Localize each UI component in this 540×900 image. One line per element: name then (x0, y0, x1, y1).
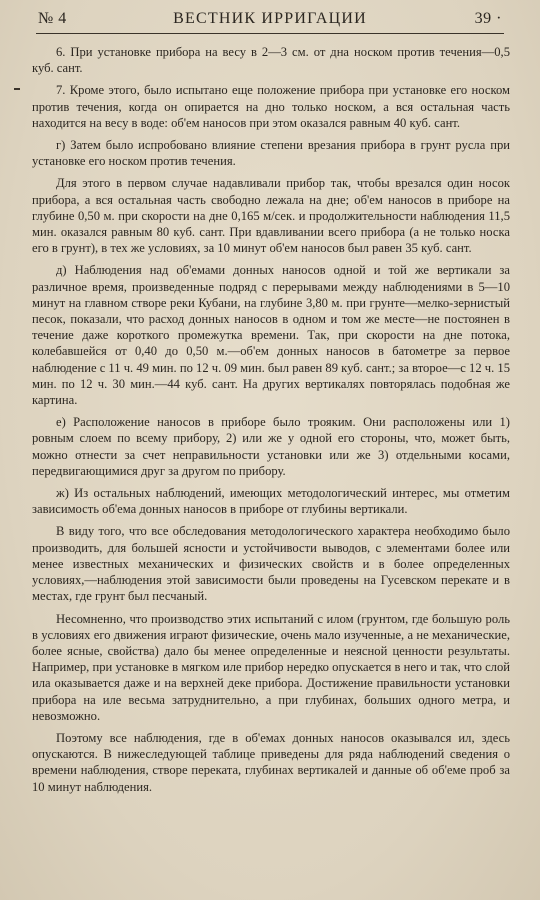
article-body (32, 44, 510, 801)
paragraph-methodology: В виду того, что все обследования методологического характера необходимо было производить, для большей ясности и устойчивости выводов, с элементами более или менее известных механических и физических свойств и в более определенных условиях,—наблюдения этой зависимости были проведены на Гусевском перекате и в местах, где грунт был песчаный. (32, 524, 510, 604)
paragraph-e: е) Расположение наносов в приборе было трояким. Они расположены или 1) ровным слоем по всему прибору, 2) или же у одной его стороны, что, может быть, можно отнести за счет неправильности установки или же 3) отдельными косами, передвигающимися друг за другом по прибору. (32, 415, 510, 478)
paragraph-zh: ж) Из остальных наблюдений, имеющих методологический интерес, мы отметим зависимость об'ема донных наносов в приборе от глубины вертикали. (32, 486, 510, 517)
paragraph-g: г) Затем было испробовано влияние степени врезания прибора в грунт русла при установке его носком против течения. (32, 138, 510, 169)
paragraph-table-intro: Поэтому все наблюдения, где в об'емах донных наносов оказывался ил, здесь опускаются. В нижеследующей таблице приведены для ряда наблюдений сведения о времени наблюдения, створе переката, глубинах вертикалей и данные об об'еме проб за 10 минут наблюдения. (32, 730, 510, 794)
paragraph-7: 7. Кроме этого, было испытано еще положение прибора при установке его носком против течения, когда он опирается на дно только носком, а вся остальная часть находится на весу в воде: об'ем наносов при этом оказался равным 40 куб. сант. (32, 83, 510, 130)
page-number: 39 · (474, 10, 502, 27)
paragraph-g-detail: Для этого в первом случае надавливали прибор так, чтобы врезался один носок прибора, а вся остальная часть свободно лежала на дне; об'ем наносов в приборе на глубине 0,50 м. при скорости на дне 0,165 м/сек. и продолжительности наблюдения 11,5 мин. оказался равным 80 куб. сант. При вдавливании всего прибора (а не только носка его в грунт), в тех же условиях, за 10 минут об'ем наносов был равен 35 куб. сант. (32, 176, 510, 256)
paragraph-d: д) Наблюдения над об'емами донных наносов одной и той же вертикали за различное время, произведенные подряд с перерывами между наблюдениями в 5—10 минут на главном створе реки Кубани, на глубине 3,80 м. при грунте—мелко-зернистый песок, показали, что расход донных наносов в одном и том же месте—не постоянен в течение даже короткого промежутка времени. Так, при скорости на дне потока, колебавшейся от 0,40 до 0,50 м.—об'ем донных наносов в батометре за первое наблюдение с 11 ч. 49 мин. по 12 ч. 09 мин. был равен 89 куб. сант.; за второе—с 12 ч. 15 мин. по 12 ч. 30 мин.—44 куб. сант. На других вертикалях повторялась подобная же картина. (32, 263, 510, 408)
margin-mark (14, 88, 20, 90)
journal-title: ВЕСТНИК ИРРИГАЦИИ (173, 10, 367, 27)
running-header (38, 10, 502, 32)
issue-number: № 4 (38, 10, 67, 27)
paragraph-silt: Несомненно, что производство этих испытаний с илом (грунтом, где большую роль в условиях его движения играют физические, очень мало изученные, а не механические, более ясные, свойства) дало бы менее определенные и неясной ценности результаты. Например, при установке в мягком иле прибор нередко опускается в него и так, что слой ила оказывается даже и на верхней деке прибора. Достижение правильности установки прибора на иле весьма затруднительно, а при глубинах, больших одного метра, и невозможно. (32, 611, 510, 723)
header-rule (36, 33, 504, 34)
paragraph-6: 6. При установке прибора на весу в 2—3 см. от дна носком против течения—0,5 куб. сант. (32, 45, 510, 76)
